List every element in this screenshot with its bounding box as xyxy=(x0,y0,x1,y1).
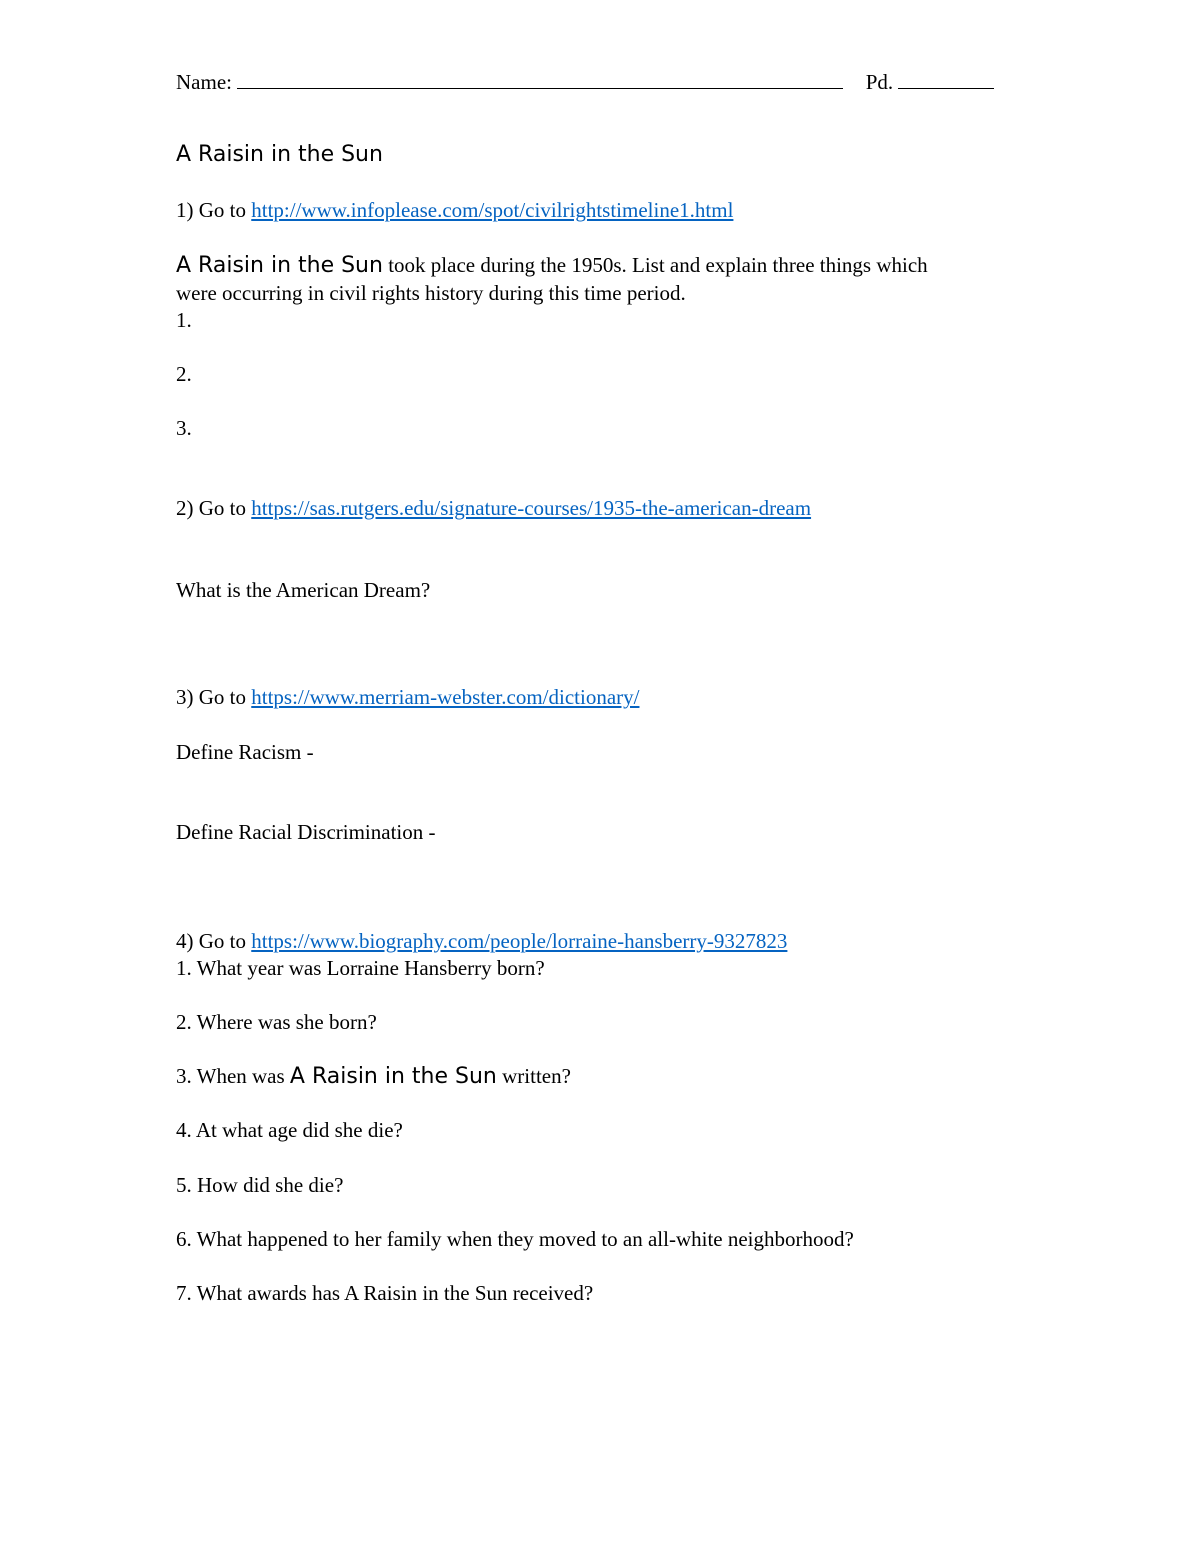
section1-book-title: A Raisin in the Sun xyxy=(176,253,383,278)
section4-link[interactable]: https://www.biography.com/people/lorraine-hansberry-9327823 xyxy=(251,929,788,953)
period-blank-line[interactable] xyxy=(898,68,994,89)
section4-goto xyxy=(176,927,787,955)
section1-item-1: 1. xyxy=(176,308,192,332)
section4-question-1: 1. What year was Lorraine Hansberry born? xyxy=(176,956,545,980)
section2-goto xyxy=(176,494,811,522)
section1-intro-text-1: took place during the 1950s. List and explain three things which xyxy=(382,253,928,277)
section3-link[interactable]: https://www.merriam-webster.com/dictionary/ xyxy=(251,685,640,709)
section2-prefix: 2) Go to xyxy=(176,496,252,520)
page-title: A Raisin in the Sun xyxy=(176,142,383,167)
section4-question-7: 7. What awards has A Raisin in the Sun received? xyxy=(176,1281,594,1305)
section4-q3-book-title: A Raisin in the Sun xyxy=(289,1064,497,1089)
section4-question-6: 6. What happened to her family when they moved to an all-white neighborhood? xyxy=(176,1227,854,1251)
period-label: Pd. xyxy=(865,70,894,94)
section1-intro-line-1 xyxy=(176,251,928,280)
section3-prefix: 3) Go to xyxy=(176,685,252,709)
section4-question-2: 2. Where was she born? xyxy=(176,1010,377,1034)
section4-question-5: 5. How did she die? xyxy=(176,1173,344,1197)
section4-question-3 xyxy=(176,1062,571,1091)
section1-intro-line-2: were occurring in civil rights history during this time period. xyxy=(176,281,686,305)
section2-link[interactable]: https://sas.rutgers.edu/signature-courses/1935-the-american-dream xyxy=(251,496,812,520)
section3-goto xyxy=(176,683,639,711)
section4-q3-post: written? xyxy=(496,1064,571,1088)
section4-q3-pre: 3. When was xyxy=(176,1064,290,1088)
name-label: Name: xyxy=(176,70,232,94)
section4-question-4: 4. At what age did she die? xyxy=(176,1118,403,1142)
section1-item-3: 3. xyxy=(176,416,192,440)
section3-define-racial-discrimination: Define Racial Discrimination - xyxy=(176,820,436,844)
name-blank-line[interactable] xyxy=(237,68,843,89)
section3-define-racism: Define Racism - xyxy=(176,740,314,764)
section1-goto xyxy=(176,196,733,224)
section4-prefix: 4) Go to xyxy=(176,929,252,953)
section1-link[interactable]: http://www.infoplease.com/spot/civilrightstimeline1.html xyxy=(251,198,734,222)
section1-prefix: 1) Go to xyxy=(176,198,252,222)
section2-question: What is the American Dream? xyxy=(176,578,431,602)
name-period-header xyxy=(176,68,994,96)
section1-item-2: 2. xyxy=(176,362,192,386)
